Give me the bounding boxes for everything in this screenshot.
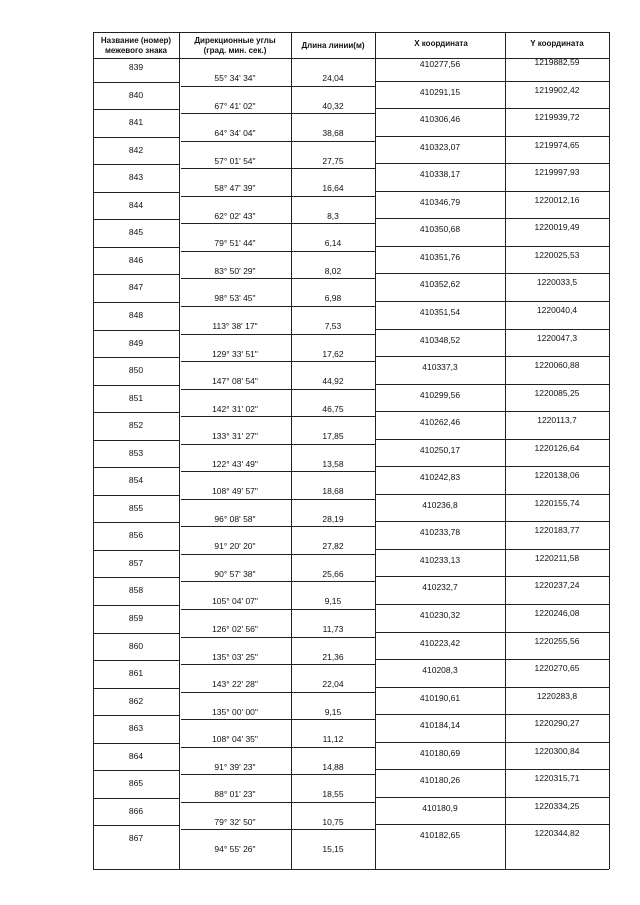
row-divider: [181, 609, 375, 610]
y-coordinate: 1219939,72: [534, 112, 580, 122]
x-coordinate: 410230,32: [419, 610, 461, 620]
direction-angle: 83° 50' 29": [214, 266, 256, 276]
direction-angle: 91° 20' 20": [214, 541, 256, 551]
row-divider: [375, 632, 609, 633]
y-coordinate: 1219882,59: [534, 57, 580, 67]
direction-angle: 88° 01' 23": [214, 789, 256, 799]
point-name: 865: [128, 778, 144, 788]
y-coordinate: 1219902,42: [534, 85, 580, 95]
row-divider: [93, 357, 179, 358]
y-coordinate: 1220290,27: [534, 718, 580, 728]
y-coordinate: 1220126,64: [534, 443, 580, 453]
line-length: 27,75: [322, 156, 344, 166]
direction-angle: 126° 02' 56": [212, 624, 258, 634]
x-coordinate: 410323,07: [419, 142, 461, 152]
line-length: 9,15: [324, 707, 342, 717]
y-coordinate: 1220019,49: [534, 222, 580, 232]
row-divider: [375, 191, 609, 192]
line-length: 38,68: [322, 128, 344, 138]
row-divider: [375, 687, 609, 688]
y-coordinate: 1220155,74: [534, 498, 580, 508]
x-coordinate: 410351,76: [419, 252, 461, 262]
header-y: Y координата: [530, 39, 584, 48]
y-coordinate: 1220047,3: [536, 333, 578, 343]
row-divider: [375, 218, 609, 219]
point-name: 849: [128, 338, 144, 348]
row-divider: [375, 136, 609, 137]
line-length: 44,92: [322, 376, 344, 386]
y-coordinate: 1220138,06: [534, 470, 580, 480]
row-divider: [375, 301, 609, 302]
direction-angle: 135° 00' 00": [212, 707, 258, 717]
y-coordinate: 1220012,16: [534, 195, 580, 205]
direction-angle: 62° 02' 43": [214, 211, 256, 221]
line-length: 6,14: [324, 238, 342, 248]
x-coordinate: 410236,8: [422, 500, 458, 510]
row-divider: [375, 824, 609, 825]
y-coordinate: 1220060,88: [534, 360, 580, 370]
line-length: 17,85: [322, 431, 344, 441]
point-name: 843: [128, 172, 144, 182]
row-divider: [375, 494, 609, 495]
x-coordinate: 410180,9: [422, 803, 458, 813]
row-divider: [93, 330, 179, 331]
line-length: 18,55: [322, 789, 344, 799]
direction-angle: 79° 32' 50": [214, 817, 256, 827]
line-length: 13,58: [322, 459, 344, 469]
row-divider: [93, 440, 179, 441]
line-length: 28,19: [322, 514, 344, 524]
row-divider: [375, 742, 609, 743]
line-length: 7,53: [324, 321, 342, 331]
point-name: 858: [128, 585, 144, 595]
point-name: 844: [128, 200, 144, 210]
row-divider: [93, 82, 179, 83]
header-direction-line1: Дирекционные углы: [194, 36, 276, 45]
direction-angle: 143° 22' 28": [212, 679, 258, 689]
row-divider: [93, 495, 179, 496]
row-divider: [181, 278, 375, 279]
row-divider: [93, 137, 179, 138]
direction-angle: 79° 51' 44": [214, 238, 256, 248]
point-name: 856: [128, 530, 144, 540]
row-divider: [375, 81, 609, 82]
y-coordinate: 1220334,25: [534, 801, 580, 811]
row-divider: [181, 526, 375, 527]
row-divider: [181, 747, 375, 748]
row-divider: [181, 86, 375, 87]
row-divider: [181, 223, 375, 224]
line-length: 25,66: [322, 569, 344, 579]
row-divider: [93, 467, 179, 468]
row-divider: [375, 356, 609, 357]
x-coordinate: 410223,42: [419, 638, 461, 648]
y-coordinate: 1220033,5: [536, 277, 578, 287]
line-length: 14,88: [322, 762, 344, 772]
point-name: 841: [128, 117, 144, 127]
direction-angle: 57° 01' 54": [214, 156, 256, 166]
direction-angle: 55° 34' 34": [214, 73, 256, 83]
line-length: 16,64: [322, 183, 344, 193]
point-name: 847: [128, 282, 144, 292]
row-divider: [375, 714, 609, 715]
row-divider: [375, 549, 609, 550]
row-divider: [181, 141, 375, 142]
row-divider: [181, 306, 375, 307]
line-length: 15,15: [322, 844, 344, 854]
line-length: 8,02: [324, 266, 342, 276]
direction-angle: 108° 04' 35": [212, 734, 258, 744]
line-length: 10,75: [322, 817, 344, 827]
row-divider: [93, 412, 179, 413]
row-divider: [93, 825, 179, 826]
y-coordinate: 1220025,53: [534, 250, 580, 260]
row-divider: [93, 605, 179, 606]
direction-angle: 105° 04' 07": [212, 596, 258, 606]
row-divider: [181, 168, 375, 169]
x-coordinate: 410184,14: [419, 720, 461, 730]
direction-angle: 96° 08' 58": [214, 514, 256, 524]
point-name: 862: [128, 696, 144, 706]
row-divider: [375, 108, 609, 109]
y-coordinate: 1219974,65: [534, 140, 580, 150]
row-divider: [375, 439, 609, 440]
row-divider: [375, 604, 609, 605]
line-length: 11,73: [322, 624, 344, 634]
y-coordinate: 1220255,56: [534, 636, 580, 646]
header-name-line1: Название (номер): [100, 36, 172, 45]
row-divider: [93, 219, 179, 220]
table-bottom-border: [93, 869, 609, 870]
direction-angle: 135° 03' 25": [212, 652, 258, 662]
point-name: 863: [128, 723, 144, 733]
row-divider: [181, 719, 375, 720]
line-length: 40,32: [322, 101, 344, 111]
point-name: 861: [128, 668, 144, 678]
line-length: 22,04: [322, 679, 344, 689]
row-divider: [181, 581, 375, 582]
direction-angle: 58° 47' 39": [214, 183, 256, 193]
point-name: 851: [128, 393, 144, 403]
row-divider: [93, 247, 179, 248]
x-coordinate: 410348,52: [419, 335, 461, 345]
row-divider: [181, 113, 375, 114]
x-coordinate: 410182,65: [419, 830, 461, 840]
row-divider: [93, 385, 179, 386]
x-coordinate: 410262,46: [419, 417, 461, 427]
line-length: 9,15: [324, 596, 342, 606]
direction-angle: 91° 39' 23": [214, 762, 256, 772]
row-divider: [93, 522, 179, 523]
row-divider: [181, 829, 375, 830]
direction-angle: 133° 31' 27": [212, 431, 258, 441]
x-coordinate: 410180,69: [419, 748, 461, 758]
y-coordinate: 1220283,8: [536, 691, 578, 701]
line-length: 17,62: [322, 349, 344, 359]
x-coordinate: 410242,83: [419, 472, 461, 482]
row-divider: [93, 550, 179, 551]
point-name: 853: [128, 448, 144, 458]
row-divider: [93, 109, 179, 110]
point-name: 855: [128, 503, 144, 513]
line-length: 18,68: [322, 486, 344, 496]
x-coordinate: 410350,68: [419, 224, 461, 234]
row-divider: [375, 521, 609, 522]
direction-angle: 90° 57' 38": [214, 569, 256, 579]
point-name: 867: [128, 833, 144, 843]
row-divider: [181, 637, 375, 638]
row-divider: [181, 389, 375, 390]
y-coordinate: 1219997,93: [534, 167, 580, 177]
row-divider: [375, 246, 609, 247]
table-top-border: [93, 32, 609, 33]
x-coordinate: 410233,13: [419, 555, 461, 565]
row-divider: [181, 774, 375, 775]
row-divider: [375, 466, 609, 467]
header-name: [94, 36, 178, 56]
x-coordinate: 410337,3: [422, 362, 458, 372]
line-length: 24,04: [322, 73, 344, 83]
row-divider: [375, 576, 609, 577]
row-divider: [375, 659, 609, 660]
point-name: 848: [128, 310, 144, 320]
row-divider: [93, 192, 179, 193]
row-divider: [93, 770, 179, 771]
row-divider: [93, 577, 179, 578]
direction-angle: 122° 43' 49": [212, 459, 258, 469]
header-direction-line2: (град. мин. сек.): [203, 46, 267, 55]
y-coordinate: 1220183,77: [534, 525, 580, 535]
direction-angle: 129° 33' 51": [212, 349, 258, 359]
header-length: Длина линии(м): [301, 41, 365, 50]
direction-angle: 108° 49' 57": [212, 486, 258, 496]
point-name: 859: [128, 613, 144, 623]
row-divider: [93, 274, 179, 275]
row-divider: [93, 164, 179, 165]
direction-angle: 64° 34' 04": [214, 128, 256, 138]
row-divider: [375, 384, 609, 385]
point-name: 857: [128, 558, 144, 568]
x-coordinate: 410351,54: [419, 307, 461, 317]
point-name: 846: [128, 255, 144, 265]
line-length: 21,36: [322, 652, 344, 662]
row-divider: [181, 554, 375, 555]
row-divider: [375, 329, 609, 330]
y-coordinate: 1220270,65: [534, 663, 580, 673]
row-divider: [181, 664, 375, 665]
row-divider: [181, 334, 375, 335]
point-name: 840: [128, 90, 144, 100]
point-name: 860: [128, 641, 144, 651]
row-divider: [181, 416, 375, 417]
row-divider: [181, 802, 375, 803]
x-coordinate: 410338,17: [419, 169, 461, 179]
point-name: 852: [128, 420, 144, 430]
y-coordinate: 1220040,4: [536, 305, 578, 315]
x-coordinate: 410233,78: [419, 527, 461, 537]
row-divider: [375, 769, 609, 770]
column-divider: [609, 32, 610, 869]
row-divider: [93, 688, 179, 689]
point-name: 845: [128, 227, 144, 237]
row-divider: [181, 361, 375, 362]
y-coordinate: 1220237,24: [534, 580, 580, 590]
point-name: 850: [128, 365, 144, 375]
y-coordinate: 1220344,82: [534, 828, 580, 838]
line-length: 8,3: [327, 211, 339, 221]
y-coordinate: 1220246,08: [534, 608, 580, 618]
row-divider: [375, 163, 609, 164]
y-coordinate: 1220085,25: [534, 388, 580, 398]
x-coordinate: 410346,79: [419, 197, 461, 207]
row-divider: [181, 196, 375, 197]
header-x: X координата: [414, 39, 468, 48]
row-divider: [375, 411, 609, 412]
x-coordinate: 410306,46: [419, 114, 461, 124]
row-divider: [93, 660, 179, 661]
header-direction: [180, 36, 290, 56]
x-coordinate: 410299,56: [419, 390, 461, 400]
row-divider: [93, 302, 179, 303]
y-coordinate: 1220315,71: [534, 773, 580, 783]
row-divider: [181, 251, 375, 252]
point-name: 854: [128, 475, 144, 485]
direction-angle: 142° 31' 02": [212, 404, 258, 414]
row-divider: [93, 798, 179, 799]
line-length: 6,98: [324, 293, 342, 303]
x-coordinate: 410232,7: [422, 582, 458, 592]
y-coordinate: 1220211,58: [534, 553, 580, 563]
direction-angle: 67° 41' 02": [214, 101, 256, 111]
point-name: 864: [128, 751, 144, 761]
x-coordinate: 410190,61: [419, 693, 461, 703]
point-name: 839: [128, 62, 144, 72]
row-divider: [375, 797, 609, 798]
direction-angle: 98° 53' 45": [214, 293, 256, 303]
direction-angle: 94° 55' 26": [214, 844, 256, 854]
row-divider: [93, 715, 179, 716]
line-length: 11,12: [322, 734, 344, 744]
row-divider: [93, 633, 179, 634]
header-name-line2: межевого знака: [104, 46, 168, 55]
point-name: 866: [128, 806, 144, 816]
row-divider: [181, 499, 375, 500]
x-coordinate: 410208,3: [422, 665, 458, 675]
direction-angle: 113° 38' 17": [212, 321, 258, 331]
x-coordinate: 410352,62: [419, 279, 461, 289]
line-length: 27,82: [322, 541, 344, 551]
x-coordinate: 410277,56: [419, 59, 461, 69]
row-divider: [93, 743, 179, 744]
y-coordinate: 1220300,84: [534, 746, 580, 756]
y-coordinate: 1220113,7: [537, 415, 577, 425]
x-coordinate: 410250,17: [419, 445, 461, 455]
row-divider: [181, 444, 375, 445]
x-coordinate: 410291,15: [419, 87, 461, 97]
row-divider: [181, 692, 375, 693]
line-length: 46,75: [322, 404, 344, 414]
row-divider: [375, 273, 609, 274]
x-coordinate: 410180,26: [419, 775, 461, 785]
direction-angle: 147° 08' 54": [212, 376, 258, 386]
point-name: 842: [128, 145, 144, 155]
row-divider: [181, 471, 375, 472]
